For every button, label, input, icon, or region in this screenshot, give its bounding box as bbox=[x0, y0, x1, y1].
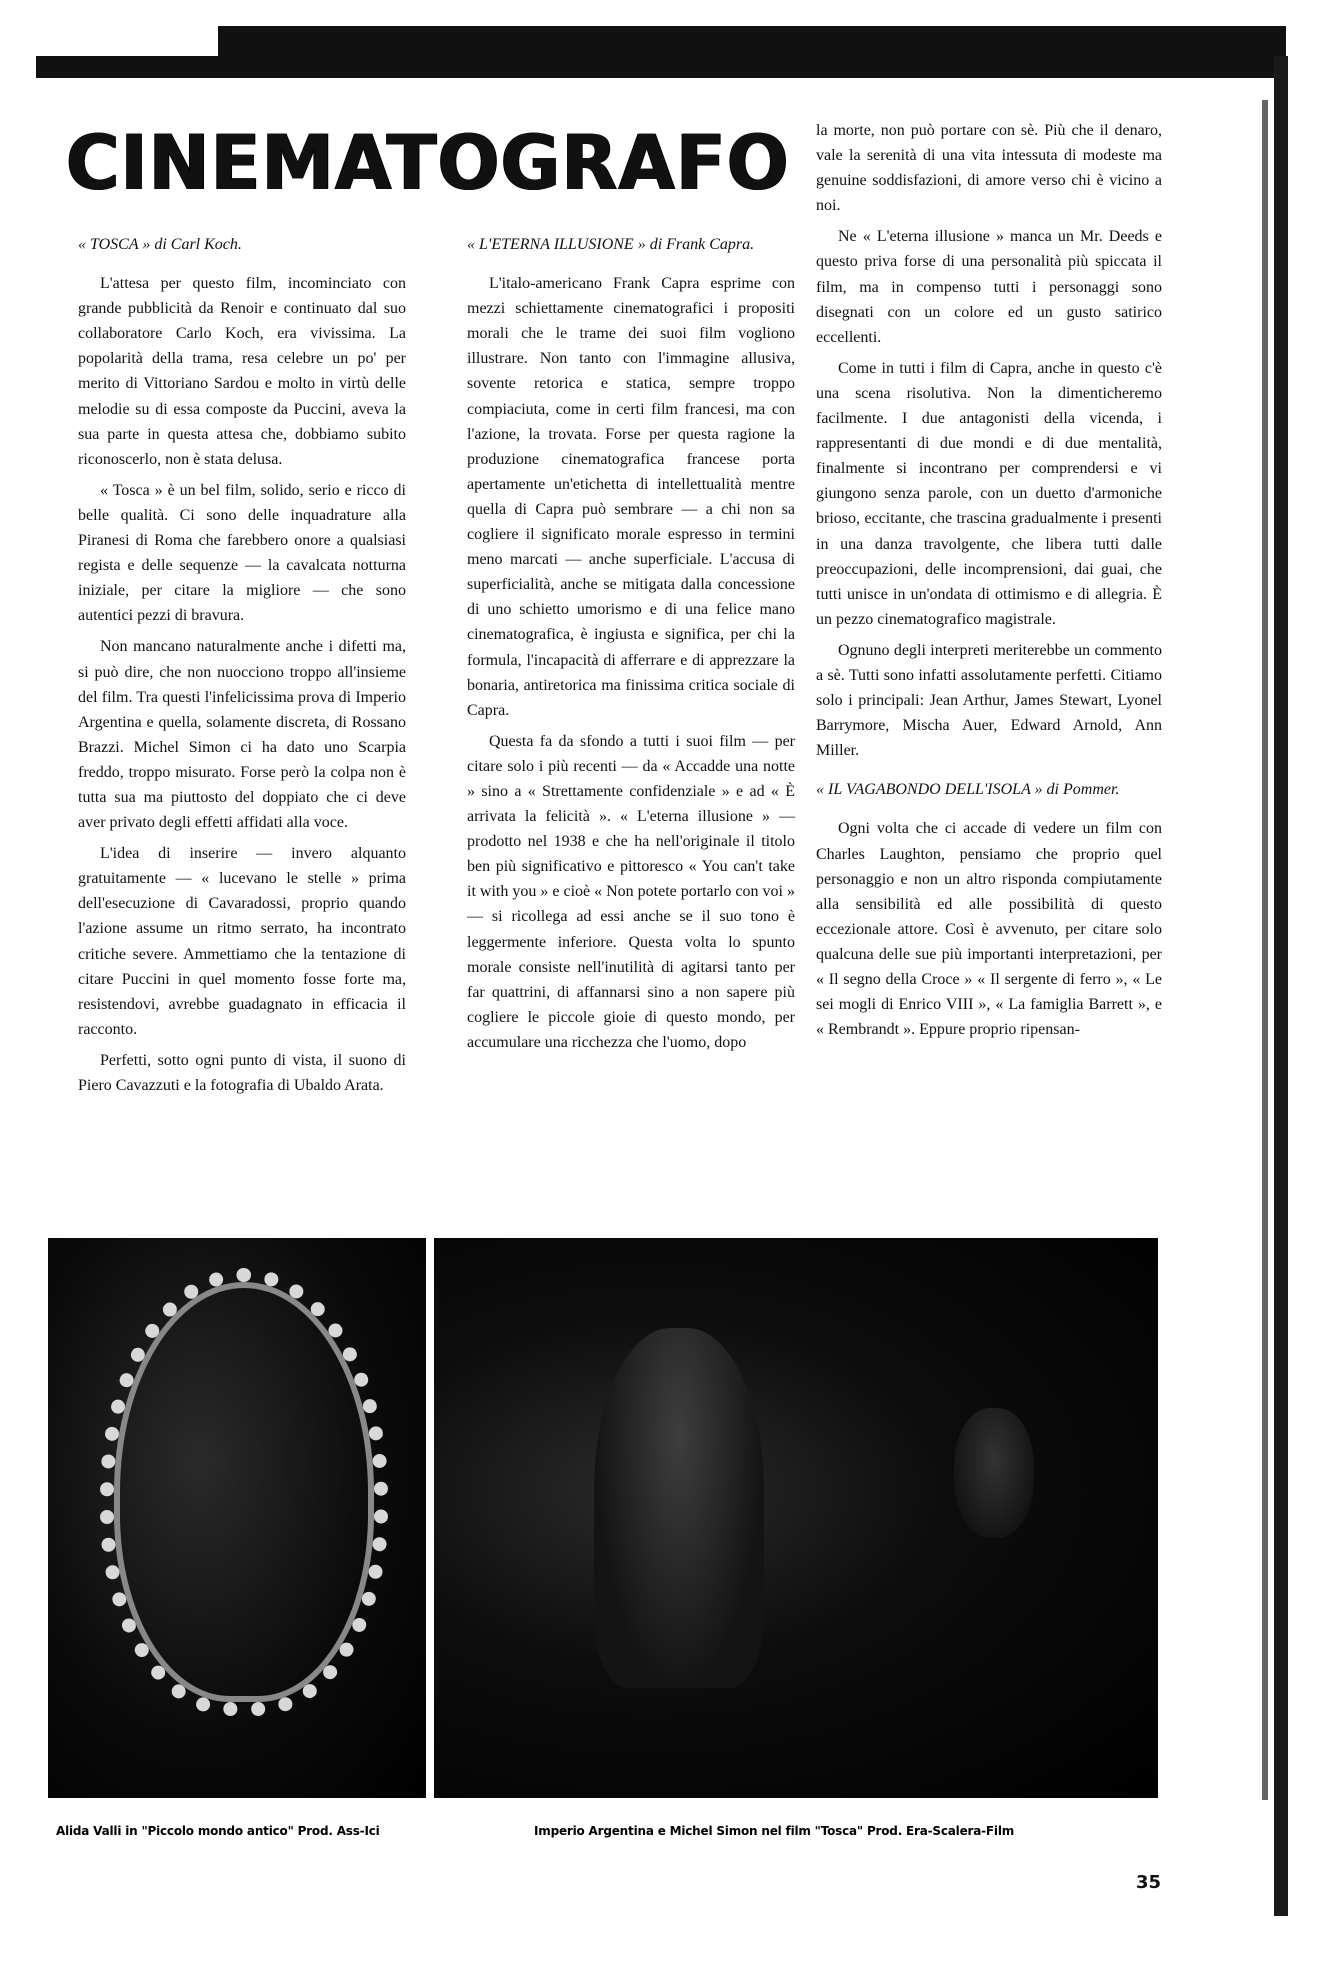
review-heading-vagabondo: « IL VAGABONDO DELL'ISOLA » di Pommer. bbox=[816, 781, 1120, 799]
photo-caption-right: Imperio Argentina e Michel Simon nel film "Tosca" Prod. Era-Scalera-Film bbox=[534, 1824, 1015, 1838]
column-eterna-illusione bbox=[467, 232, 795, 1061]
paragraph: Perfetti, sotto ogni punto di vista, il suono di Piero Cavazzuti e la fotografia di Ubaldo Arata. bbox=[78, 1051, 406, 1094]
paragraph: Come in tutti i film di Capra, anche in questo c'è una scena risolutiva. Non la dimenticheremo facilmente. I due antagonisti della vicenda, i rappresentanti di due mondi e di due mentalità, finalmente si incontrano per comprendersi e vi giungono senza parole, con un duetto d'armoniche brioso, eccitante, che trascina gradualmente i presenti in una danza travolgente, che libera tutti dalle preoccupazioni, delle incomprensioni, dai guai, che tutti unisce in un'ondata di ottimismo e di allegria. È un pezzo cinematografico magistrale. bbox=[816, 359, 1162, 628]
paragraph: la morte, non può portare con sè. Più che il denaro, vale la serenità di una vita intessuta di modeste ma genuine soddisfazioni, di amore verso chi è vicino a noi. bbox=[816, 122, 1162, 215]
film-still-tosca bbox=[434, 1238, 1158, 1798]
column-tosca bbox=[78, 232, 406, 1104]
paragraph: Ogni volta che ci accade di vedere un film con Charles Laughton, pensiamo che proprio quel personaggio e non un altro risponda compiutamente alla sensibilità ed alle possibilità di questo eccezionale attore. Così è avvenuto, per citare solo qualcuna delle sue più importanti interpretazioni, per « Il segno della Croce » « Il sergente di ferro », « Le sei mogli di Enrico VIII », « La famiglia Barrett », e « Rembrandt ». Eppure proprio ripensan- bbox=[816, 820, 1162, 1039]
photo-caption-left: Alida Valli in "Piccolo mondo antico" Prod. Ass-Ici bbox=[56, 1824, 380, 1838]
review-heading-eterna-illusione: « L'ETERNA ILLUSIONE » di Frank Capra. bbox=[467, 236, 755, 253]
column-continued bbox=[816, 118, 1162, 1048]
paragraph: L'italo-americano Frank Capra esprime con mezzi schiettamente cinematografici i propositi morali che le trame dei suoi film vogliono illustrare. Non tanto con l'immagine allusiva, sovente retorica e statica, sempre troppo compiaciuta, come in certi film francesi, ma con l'azione, la trovata. Forse per questa ragione la produzione cinematografica francese porta apertamente un'etichetta di intellettualità mentre quella di Capra può sembrare — a chi non sa cogliere il significato morale espresso in termini meno marcati — anche superficiale. L'accusa di superficialità, anche se mitigata dalla concessione di uno schietto umorismo e di una felice mano cinematografica, è ingiusta e significa, per chi la formula, l'incapacità di afferrare e di apprezzare la bonaria, antiretorica ma finissima critica sociale di Capra. bbox=[467, 275, 795, 719]
review-heading-tosca: « TOSCA » di Carl Koch. bbox=[78, 236, 242, 253]
paragraph: Questa fa da sfondo a tutti i suoi film — per citare solo i più recenti — da « Accadde una notte » sino a « Strettamente confidenziale » e ad « È arrivata la felicità ». « L'eterna illusione » — prodotto nel 1938 e che ha nell'originale il titolo ben più significativo e pittoresco « You can't take it with you » e cioè « Non potete portarlo con voi » — si ricollega ad essi anche se il suo tono è leggermente inferiore. Questa volta lo spunto morale consiste nell'inutilità di agitarsi tanto per far quattrini, di affannarsi sino a non sapere più cogliere le piccole gioie di questo mondo, per accumulare una ricchezza che l'uomo, dopo bbox=[467, 732, 795, 1051]
lace-collar-shape bbox=[100, 1268, 388, 1716]
paragraph: Ne « L'eterna illusione » manca un Mr. Deeds e questo priva forse di una personalità più spiccata il film, ma in compenso tutti i personaggi sono disegnati con un colore ed un gusto satirico eccellenti. bbox=[816, 228, 1162, 346]
paragraph: Ognuno degli interpreti meriterebbe un commento a sè. Tutti sono infatti assolutamente perfetti. Citiamo solo i principali: Jean Arthur, James Stewart, Lyonel Barrymore, Mischa Auer, Edward Arnold, Ann Miller. bbox=[816, 641, 1162, 760]
paragraph: « Tosca » è un bel film, solido, serio e ricco di belle qualità. Ci sono delle inquadrature alla Piranesi di Roma che farebbero onore a qualsiasi regista e delle sequenze — la cavalcata notturna iniziale, per citare la migliore — che sono autentici pezzi di bravura. bbox=[78, 481, 406, 625]
paragraph: L'attesa per questo film, incominciato con grande pubblicità da Renoir e continuato dal suo collaboratore Carlo Koch, era vivissima. La popolarità della trama, resa celebre un po' per merito di Vittoriano Sardou e molto in virtù delle melodie su di essa composte da Puccini, aveva la sua parte in questa attesa che, dobbiamo subito riconoscerlo, non è stata delusa. bbox=[78, 275, 406, 468]
film-still-alida-valli bbox=[48, 1238, 426, 1798]
photo-strip bbox=[48, 1238, 1158, 1798]
figure-silhouette bbox=[954, 1408, 1034, 1538]
right-page-edge bbox=[1274, 56, 1288, 1916]
page-title: CINEMATOGRAFO bbox=[66, 118, 790, 207]
paragraph: L'idea di inserire — invero alquanto gratuitamente — « lucevano le stelle » prima dell'esecuzione di Cavaradossi, proprio quando l'azione assume un ritmo serrato, ha incontrato critiche severe. Ammettiamo che la tentazione di citare Puccini in quel momento fosse forte ma, resistendovi, avrebbe guadagnato in efficacia il racconto. bbox=[78, 845, 406, 1038]
paragraph: Non mancano naturalmente anche i difetti ma, si può dire, che non nuocciono troppo all'insieme del film. Tra questi l'infelicissima prova di Imperio Argentina e quella, solamente discreta, di Rossano Brazzi. Michel Simon ci ha dato uno Scarpia freddo, troppo misurato. Forse però la colpa non è tutta sua ma piuttosto del doppiato che ci deve aver privato degli effetti affidati alla voce. bbox=[78, 638, 406, 832]
figure-silhouette bbox=[594, 1328, 764, 1688]
right-page-shadow bbox=[1262, 100, 1268, 1800]
page-number: 35 bbox=[1136, 1872, 1162, 1893]
top-black-rule bbox=[36, 56, 1286, 78]
